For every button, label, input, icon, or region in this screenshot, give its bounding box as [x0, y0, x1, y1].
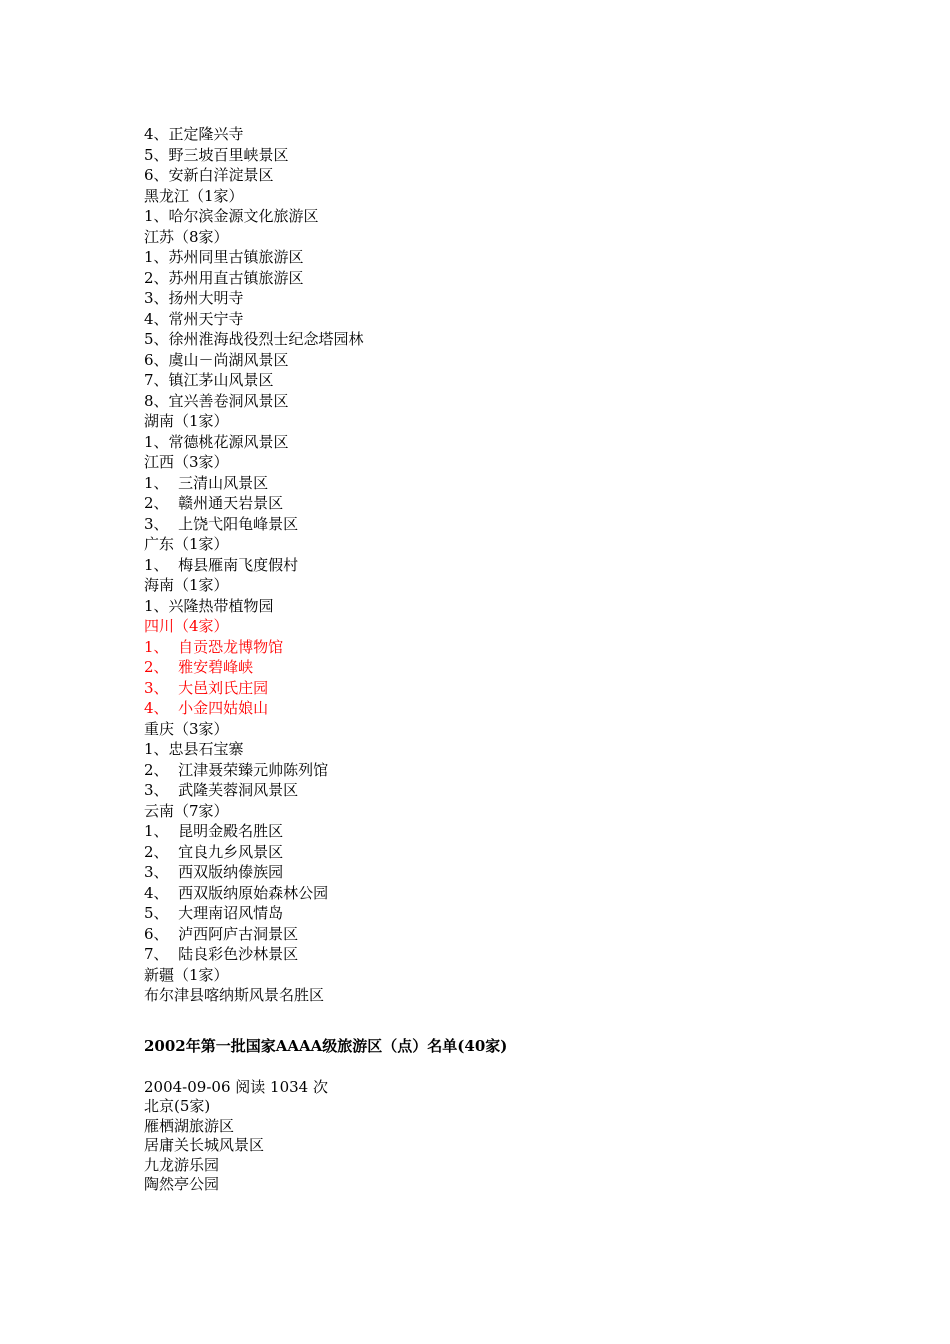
list-item: 6、虞山－尚湖风景区	[144, 350, 289, 369]
list-item: 4、 小金四姑娘山	[144, 699, 269, 717]
list-item: 四川（4家）	[144, 617, 229, 635]
list-item: 江苏（8家）	[144, 227, 229, 246]
list-item: 海南（1家）	[144, 576, 229, 594]
list-item: 3、 上饶弋阳龟峰景区	[144, 514, 299, 533]
beijing-list	[144, 1078, 844, 1195]
list-item: 1、 昆明金殿名胜区	[144, 822, 284, 840]
list-item: 九龙游乐园	[144, 1155, 220, 1174]
list-item: 1、兴隆热带植物园	[144, 596, 274, 615]
list-item: 湖南（1家）	[144, 412, 229, 430]
list-item: 5、野三坡百里峡景区	[144, 145, 289, 164]
list-item: 北京(5家)	[144, 1097, 211, 1115]
list-item: 1、常德桃花源风景区	[144, 432, 289, 451]
list-item: 江西（3家）	[144, 453, 229, 471]
list-item: 7、镇江茅山风景区	[144, 371, 274, 389]
list-item: 广东（1家）	[144, 535, 229, 553]
list-item: 4、常州天宁寺	[144, 309, 244, 328]
list-item: 布尔津县喀纳斯风景名胜区	[144, 986, 325, 1004]
list-item: 5、 大理南诏风情岛	[144, 904, 284, 922]
list-item: 1、 梅县雁南飞度假村	[144, 555, 299, 574]
list-item: 居庸关长城风景区	[144, 1136, 265, 1154]
section-heading: 2002年第一批国家AAAA级旅游区（点）名单(40家)	[144, 1036, 508, 1055]
list-item: 4、 西双版纳原始森林公园	[144, 883, 329, 902]
document-page	[144, 124, 844, 1195]
list-item: 8、宜兴善卷洞风景区	[144, 391, 289, 410]
list-item: 1、 三清山风景区	[144, 473, 269, 492]
list-item: 新疆（1家）	[144, 965, 229, 984]
list-item: 重庆（3家）	[144, 719, 229, 738]
list-item: 2、 雅安碧峰峡	[144, 658, 254, 676]
list-item: 1、 自贡恐龙博物馆	[144, 637, 284, 656]
article-meta: 2004-09-06 阅读 1034 次	[144, 1077, 328, 1096]
list-item: 1、哈尔滨金源文化旅游区	[144, 207, 319, 225]
list-item: 雁栖湖旅游区	[144, 1116, 235, 1135]
list-item: 陶然亭公园	[144, 1175, 220, 1193]
list-item: 云南（7家）	[144, 801, 229, 820]
list-item: 3、 西双版纳傣族园	[144, 863, 284, 881]
list-item: 1、苏州同里古镇旅游区	[144, 248, 304, 266]
list-item: 2、 宜良九乡风景区	[144, 842, 284, 861]
list-item: 6、安新白洋淀景区	[144, 166, 274, 184]
list-item: 1、忠县石宝寨	[144, 740, 244, 758]
list-item: 2、苏州用直古镇旅游区	[144, 268, 304, 287]
list-item: 黑龙江（1家）	[144, 186, 244, 205]
list-item: 2、 江津聂荣臻元帅陈列馆	[144, 760, 329, 779]
list-item: 2、 赣州通天岩景区	[144, 494, 284, 512]
list-item: 7、 陆良彩色沙林景区	[144, 945, 299, 963]
scenic-area-list	[144, 124, 844, 1006]
list-item: 6、 泸西阿庐古洞景区	[144, 924, 299, 943]
list-item: 4、正定隆兴寺	[144, 125, 244, 143]
list-item: 5、徐州淮海战役烈士纪念塔园林	[144, 330, 364, 348]
list-item: 3、扬州大明寺	[144, 289, 244, 307]
list-item: 3、 大邑刘氏庄园	[144, 678, 269, 697]
list-item: 3、 武隆芙蓉洞风景区	[144, 781, 299, 799]
